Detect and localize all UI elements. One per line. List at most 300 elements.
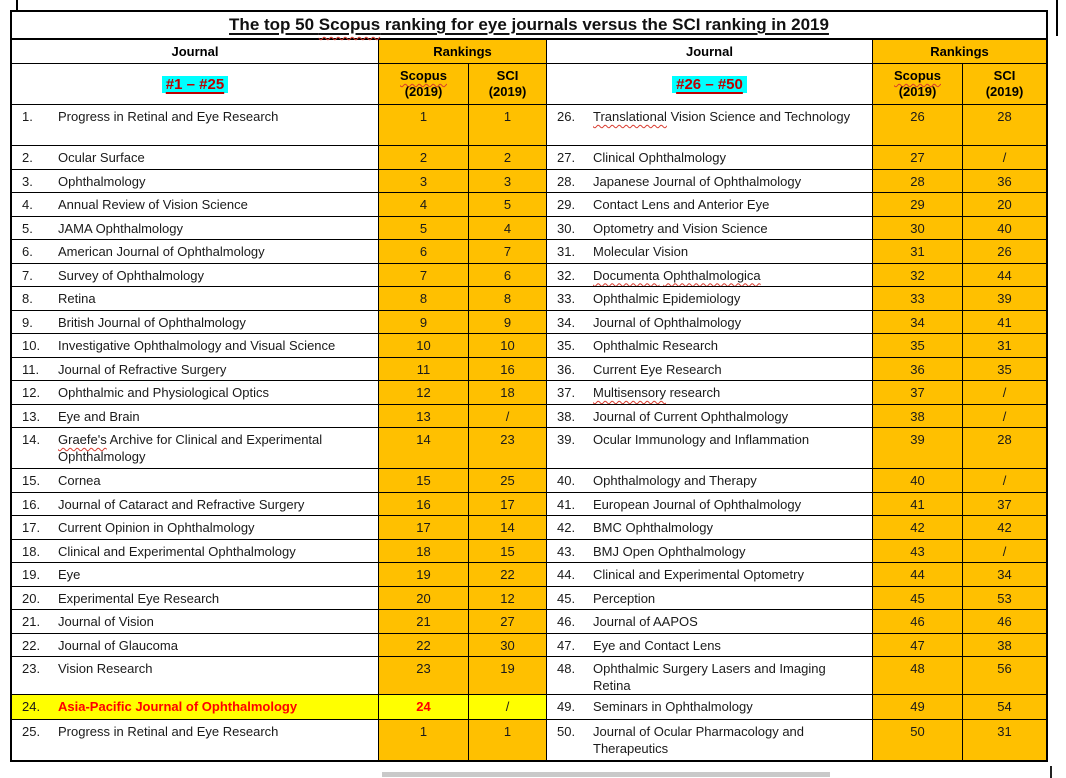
- scopus-rank-cell: [872, 192, 962, 216]
- scopus-rank-value: 11: [416, 361, 431, 377]
- journal-rank-number: 32.: [557, 267, 576, 283]
- journal-rank-number: 38.: [557, 408, 576, 424]
- scopus-rank-cell: [378, 586, 468, 610]
- journal-rank-number: 23.: [22, 661, 41, 676]
- journal-name: Ocular Surface: [58, 150, 145, 165]
- sci-rank-value: 26: [997, 244, 1012, 259]
- journal-cell: [12, 694, 378, 719]
- journal-rank-number: 16.: [22, 496, 41, 512]
- journal-rank-number: 47.: [557, 637, 576, 653]
- misspelled-word: Multisensory: [593, 385, 666, 400]
- misspelled-word: Graefe's: [58, 432, 107, 447]
- rankings-header-label: Rankings: [433, 44, 492, 59]
- scopus-rank-cell: [872, 380, 962, 404]
- journal-cell: [546, 239, 872, 263]
- journal-name: Current Opinion in Ophthalmology: [58, 520, 255, 535]
- sci-rank-value: 42: [997, 520, 1012, 535]
- scopus-rank-cell: [378, 515, 468, 539]
- sci-rank-value: 31: [997, 338, 1012, 353]
- journal-cell: [12, 586, 378, 610]
- sci-rank-value: 23: [500, 432, 515, 447]
- journal-rank-number: 34.: [557, 314, 576, 330]
- journal-cell: [12, 310, 378, 334]
- sci-label: SCI: [993, 68, 1016, 83]
- sci-rank-cell: [468, 286, 546, 310]
- scopus-rank-value: 20: [416, 590, 431, 606]
- journal-cell: [12, 468, 378, 492]
- sci-rank-cell: [468, 263, 546, 287]
- scopus-rank-cell: [872, 492, 962, 516]
- journal-name: Asia-Pacific Journal of Ophthalmology: [58, 699, 298, 714]
- scopus-rank-value: 48: [910, 661, 925, 676]
- journal-cell: [546, 562, 872, 586]
- sci-rank-cell: [962, 609, 1046, 633]
- journal-cell: [546, 656, 872, 694]
- journal-name: Ophthalmic and Physiological Optics: [58, 385, 269, 400]
- journal-name: BMJ Open Ophthalmology: [593, 543, 746, 559]
- sci-rank-cell: [962, 192, 1046, 216]
- journal-rank-number: 21.: [22, 614, 41, 629]
- misspelled-word: Documenta: [593, 267, 660, 283]
- sci-rank-value: 9: [503, 314, 512, 330]
- journal-rank-number: 41.: [557, 496, 576, 512]
- sci-rank-cell: [962, 104, 1046, 145]
- header-rankings-right: [872, 40, 1046, 63]
- scopus-rank-cell: [378, 145, 468, 169]
- journal-rank-number: 30.: [557, 220, 576, 236]
- journal-cell: [12, 357, 378, 381]
- sci-rank-cell: [468, 609, 546, 633]
- journal-name: Journal of Vision: [58, 614, 154, 629]
- screenshot-edge-artifact: [16, 0, 18, 11]
- scopus-rank-cell: [872, 633, 962, 657]
- header-sci-right: [962, 63, 1046, 104]
- scopus-rank-cell: [872, 656, 962, 694]
- journal-cell: [12, 562, 378, 586]
- sci-rank-value: 30: [500, 637, 515, 653]
- scopus-rank-value: 46: [910, 614, 925, 629]
- sci-rank-cell: [468, 357, 546, 381]
- journal-cell: [546, 468, 872, 492]
- sci-rank-value: 46: [997, 614, 1012, 629]
- sci-year-label: (2019): [488, 84, 527, 99]
- journal-rank-number: 2.: [22, 150, 33, 165]
- journal-cell: [546, 169, 872, 193]
- sci-rank-cell: [962, 169, 1046, 193]
- journal-cell: [12, 239, 378, 263]
- sci-rank-value: /: [505, 408, 510, 424]
- scopus-rank-cell: [872, 609, 962, 633]
- table-grid: [12, 40, 1046, 760]
- journal-name: American Journal of Ophthalmology: [58, 244, 265, 259]
- sci-rank-cell: [468, 492, 546, 516]
- sci-rank-value: 39: [997, 291, 1012, 306]
- scopus-rank-value: 27: [910, 150, 925, 165]
- journal-name: Journal of Refractive Surgery: [58, 361, 227, 377]
- screenshot-edge-artifact: [1056, 0, 1058, 36]
- scopus-rank-cell: [872, 145, 962, 169]
- journal-rank-number: 33.: [557, 291, 576, 306]
- journal-rank-number: 11.: [22, 361, 40, 377]
- journal-name: Retina: [58, 291, 96, 306]
- journal-cell: [546, 286, 872, 310]
- sci-rank-cell: [962, 492, 1046, 516]
- journal-cell: [546, 586, 872, 610]
- journal-rank-number: 13.: [22, 408, 41, 424]
- sci-rank-cell: [468, 586, 546, 610]
- scopus-rank-value: 8: [419, 291, 428, 306]
- scopus-rank-cell: [378, 427, 468, 468]
- scopus-rank-cell: [872, 586, 962, 610]
- journal-cell: [546, 357, 872, 381]
- journal-cell: [546, 310, 872, 334]
- scopus-rank-value: 1: [419, 109, 428, 124]
- journal-cell: [12, 192, 378, 216]
- journal-rank-number: 20.: [22, 590, 41, 606]
- journal-name: BMC Ophthalmology: [593, 520, 713, 535]
- journal-rank-number: 44.: [557, 567, 576, 582]
- sci-rank-value: 54: [997, 699, 1012, 714]
- journal-rank-number: 7.: [22, 267, 33, 283]
- journal-cell: [546, 216, 872, 240]
- scopus-rank-value: 3: [419, 173, 428, 189]
- scopus-rank-cell: [378, 380, 468, 404]
- sci-rank-value: 15: [500, 543, 515, 559]
- scopus-rank-value: 15: [416, 473, 431, 488]
- journal-name: Eye and Contact Lens: [593, 637, 721, 653]
- journal-name: European Journal of Ophthalmology: [593, 496, 802, 512]
- journal-rank-number: 40.: [557, 473, 576, 488]
- sci-rank-value: /: [1002, 543, 1007, 559]
- journal-cell: [546, 492, 872, 516]
- journal-rank-number: 28.: [557, 173, 576, 189]
- scopus-rank-value: 9: [419, 314, 428, 330]
- journal-cell: [546, 694, 872, 719]
- scopus-rank-cell: [378, 357, 468, 381]
- journal-name: Vision Research: [58, 661, 153, 676]
- journal-rank-number: 12.: [22, 385, 41, 400]
- sci-rank-cell: [468, 333, 546, 357]
- sci-rank-cell: [962, 333, 1046, 357]
- journal-name: Journal of Cataract and Refractive Surgery: [58, 496, 305, 512]
- scopus-rank-value: 22: [416, 637, 431, 653]
- title-scopus-word: Scopus: [318, 15, 381, 34]
- scopus-rank-value: 38: [910, 408, 925, 424]
- journal-rank-number: 37.: [557, 385, 576, 400]
- screenshot-edge-artifact: [1050, 766, 1052, 778]
- journal-cell: [546, 633, 872, 657]
- journal-rank-number: 26.: [557, 109, 576, 124]
- sci-rank-cell: [962, 286, 1046, 310]
- sci-rank-cell: [962, 145, 1046, 169]
- journal-rank-number: 45.: [557, 590, 576, 606]
- scopus-rank-value: 31: [910, 244, 925, 259]
- journal-name: Experimental Eye Research: [58, 590, 220, 606]
- journal-name: Ophthalmic Research: [593, 338, 718, 353]
- sci-rank-value: 38: [997, 637, 1012, 653]
- scopus-rank-cell: [872, 562, 962, 586]
- sci-rank-cell: [468, 515, 546, 539]
- journal-cell: [546, 192, 872, 216]
- sci-rank-value: 5: [503, 197, 512, 212]
- scopus-rank-cell: [872, 357, 962, 381]
- scopus-rank-value: 35: [910, 338, 925, 353]
- sci-rank-cell: [962, 404, 1046, 428]
- sci-rank-value: 37: [997, 496, 1012, 512]
- journal-name: Ophthalmology: [58, 173, 146, 189]
- scopus-rank-value: 4: [419, 197, 428, 212]
- scopus-rank-cell: [378, 492, 468, 516]
- sci-rank-cell: [468, 104, 546, 145]
- journal-name: Multisensory research: [593, 385, 721, 400]
- sci-rank-value: 17: [500, 496, 515, 512]
- scopus-rank-value: 5: [419, 220, 428, 236]
- journal-name: Optometry and Vision Science: [593, 220, 768, 236]
- journal-name: Clinical and Experimental Ophthalmology: [58, 543, 296, 559]
- journal-name: Journal of AAPOS: [593, 614, 698, 629]
- sci-rank-cell: [468, 562, 546, 586]
- scopus-rank-cell: [378, 104, 468, 145]
- scopus-rank-cell: [872, 515, 962, 539]
- scopus-rank-value: 39: [910, 432, 925, 447]
- journal-name: Survey of Ophthalmology: [58, 267, 204, 283]
- scopus-rank-value: 41: [910, 496, 925, 512]
- journal-cell: [12, 169, 378, 193]
- journal-name: Seminars in Ophthalmology: [593, 699, 753, 714]
- journal-cell: [12, 656, 378, 694]
- journal-cell: [12, 380, 378, 404]
- scopus-rank-cell: [378, 333, 468, 357]
- sci-rank-cell: [962, 633, 1046, 657]
- scopus-rank-cell: [378, 192, 468, 216]
- sci-rank-cell: [962, 719, 1046, 760]
- journal-cell: [12, 286, 378, 310]
- journal-cell: [12, 427, 378, 468]
- scopus-rank-value: 37: [910, 385, 925, 400]
- scopus-rank-cell: [378, 656, 468, 694]
- misspelled-word: Translational: [593, 109, 667, 124]
- scopus-rank-value: 33: [910, 291, 925, 306]
- journal-cell: [12, 515, 378, 539]
- journal-rank-number: 25.: [22, 724, 41, 739]
- journal-rank-number: 48.: [557, 661, 576, 676]
- journal-rank-number: 43.: [557, 543, 576, 559]
- misspelled-word: Ophthalmologica: [663, 267, 761, 283]
- sci-label: SCI: [496, 68, 519, 83]
- sci-rank-value: 14: [500, 520, 515, 535]
- sci-rank-cell: [962, 427, 1046, 468]
- scopus-rank-value: 34: [910, 314, 925, 330]
- journal-cell: [12, 104, 378, 145]
- sci-rank-cell: [468, 656, 546, 694]
- sci-rank-value: 25: [500, 473, 515, 488]
- scopus-label: Scopus: [400, 68, 447, 83]
- scopus-year-label: (2019): [404, 84, 443, 99]
- journal-name: Eye: [58, 567, 81, 582]
- sci-rank-cell: [468, 633, 546, 657]
- scopus-rank-value: 17: [416, 520, 431, 535]
- journal-name: Investigative Ophthalmology and Visual Science: [58, 338, 336, 353]
- sci-rank-cell: [962, 216, 1046, 240]
- scopus-rank-value: 6: [419, 244, 428, 259]
- journal-name: Progress in Retinal and Eye Research: [58, 109, 279, 124]
- scopus-rank-cell: [872, 333, 962, 357]
- journal-name: Ophthalmic Surgery Lasers and Imaging Retina: [593, 661, 826, 693]
- scopus-rank-cell: [872, 104, 962, 145]
- scopus-rank-value: 1: [419, 724, 428, 739]
- journal-name: Annual Review of Vision Science: [58, 197, 248, 212]
- scopus-rank-cell: [872, 286, 962, 310]
- scopus-rank-value: 7: [419, 267, 428, 283]
- sci-rank-value: 53: [997, 590, 1012, 606]
- sci-rank-value: 22: [500, 567, 515, 582]
- sci-rank-value: 28: [997, 432, 1012, 447]
- journal-cell: [12, 492, 378, 516]
- journal-cell: [12, 539, 378, 563]
- journal-cell: [546, 145, 872, 169]
- scopus-rank-cell: [378, 169, 468, 193]
- scopus-rank-cell: [378, 719, 468, 760]
- journal-rank-number: 3.: [22, 173, 33, 189]
- scopus-rank-cell: [378, 239, 468, 263]
- scopus-rank-value: 30: [910, 220, 925, 236]
- sci-rank-value: 6: [503, 267, 512, 283]
- scopus-rank-cell: [872, 539, 962, 563]
- scopus-rank-cell: [872, 468, 962, 492]
- sci-rank-cell: [962, 586, 1046, 610]
- sci-rank-cell: [962, 310, 1046, 334]
- journal-rank-number: 49.: [557, 699, 576, 714]
- scopus-rank-cell: [378, 216, 468, 240]
- scopus-rank-cell: [378, 404, 468, 428]
- scopus-rank-value: 28: [910, 173, 925, 189]
- journal-name: Clinical Ophthalmology: [593, 150, 726, 165]
- sci-rank-cell: [468, 310, 546, 334]
- journal-name: Progress in Retinal and Eye Research: [58, 724, 279, 739]
- range-right-label: #26 – #50: [672, 76, 747, 93]
- sci-rank-value: 56: [997, 661, 1012, 676]
- journal-rank-number: 50.: [557, 724, 576, 739]
- journal-rank-number: 29.: [557, 197, 576, 212]
- scopus-rank-value: 47: [910, 637, 925, 653]
- scopus-rank-cell: [872, 263, 962, 287]
- journal-cell: [12, 263, 378, 287]
- scopus-rank-cell: [378, 468, 468, 492]
- scopus-rank-cell: [872, 427, 962, 468]
- journal-rank-number: 15.: [22, 473, 41, 488]
- sci-rank-value: /: [505, 699, 510, 714]
- scopus-rank-cell: [872, 216, 962, 240]
- sci-rank-cell: [962, 380, 1046, 404]
- header-range-left: [12, 63, 378, 104]
- sci-rank-cell: [468, 468, 546, 492]
- journal-rank-number: 31.: [557, 244, 576, 259]
- scopus-rank-value: 12: [416, 385, 431, 400]
- journal-rank-number: 36.: [557, 361, 576, 377]
- sci-rank-cell: [468, 145, 546, 169]
- journal-rank-number: 19.: [22, 567, 41, 582]
- sci-rank-cell: [962, 515, 1046, 539]
- journal-rank-number: 24.: [22, 699, 41, 714]
- scopus-rank-value: 2: [419, 150, 428, 165]
- range-left-label: #1 – #25: [162, 76, 228, 93]
- sci-rank-cell: [962, 694, 1046, 719]
- journal-cell: [546, 427, 872, 468]
- header-scopus-left: [378, 63, 468, 104]
- scopus-rank-value: 36: [910, 361, 925, 377]
- scopus-rank-cell: [378, 539, 468, 563]
- journal-name: Japanese Journal of Ophthalmology: [593, 173, 802, 189]
- journal-rank-number: 35.: [557, 338, 576, 353]
- sci-rank-value: 44: [997, 267, 1012, 283]
- journal-rank-number: 18.: [22, 543, 41, 559]
- journal-name: British Journal of Ophthalmology: [58, 314, 246, 330]
- journal-name: Contact Lens and Anterior Eye: [593, 197, 770, 212]
- journal-cell: [546, 404, 872, 428]
- scopus-rank-value: 10: [416, 338, 431, 353]
- scopus-rank-value: 45: [910, 590, 925, 606]
- journal-cell: [546, 515, 872, 539]
- sci-rank-cell: [468, 192, 546, 216]
- journal-cell: [546, 380, 872, 404]
- journal-rank-number: 8.: [22, 291, 33, 306]
- scopus-rank-value: 29: [910, 197, 925, 212]
- sci-rank-cell: [468, 404, 546, 428]
- journal-cell: [546, 263, 872, 287]
- sci-rank-cell: [468, 694, 546, 719]
- scopus-rank-cell: [378, 633, 468, 657]
- journal-name: Journal of Glaucoma: [58, 637, 178, 653]
- journal-cell: [546, 719, 872, 760]
- sci-rank-value: 12: [500, 590, 515, 606]
- journal-rank-number: 5.: [22, 220, 33, 236]
- journal-cell: [12, 633, 378, 657]
- sci-rank-cell: [468, 539, 546, 563]
- sci-rank-value: 19: [500, 661, 515, 676]
- journal-header-label: Journal: [686, 44, 733, 59]
- journal-name: Clinical and Experimental Optometry: [593, 567, 804, 582]
- sci-rank-value: 20: [997, 197, 1012, 212]
- scopus-rank-cell: [872, 694, 962, 719]
- journal-cell: [546, 609, 872, 633]
- sci-rank-cell: [962, 539, 1046, 563]
- journal-name: Ocular Immunology and Inflammation: [593, 432, 810, 447]
- header-range-right: [546, 63, 872, 104]
- journal-cell: [12, 145, 378, 169]
- journal-rank-number: 27.: [557, 150, 576, 165]
- sci-rank-value: 18: [500, 385, 515, 400]
- scopus-rank-value: 13: [416, 408, 431, 424]
- sci-rank-cell: [468, 239, 546, 263]
- sci-rank-value: 34: [997, 567, 1012, 582]
- journal-name: Perception: [593, 590, 656, 606]
- sci-rank-value: 4: [503, 220, 512, 236]
- header-journal-left: [12, 40, 378, 63]
- journal-cell: [12, 216, 378, 240]
- sci-rank-cell: [962, 562, 1046, 586]
- journal-name: Ophthalmic Epidemiology: [593, 291, 741, 306]
- header-sci-left: [468, 63, 546, 104]
- journal-name: Graefe's Archive for Clinical and Experimental Ophthalmology: [58, 432, 323, 464]
- sci-rank-value: 35: [997, 361, 1012, 377]
- sci-rank-value: /: [1002, 385, 1007, 400]
- journal-rank-number: 46.: [557, 614, 576, 629]
- scopus-rank-cell: [872, 310, 962, 334]
- sci-rank-value: /: [1002, 150, 1007, 165]
- scopus-rank-cell: [378, 263, 468, 287]
- scopus-rank-cell: [378, 286, 468, 310]
- sci-rank-cell: [468, 380, 546, 404]
